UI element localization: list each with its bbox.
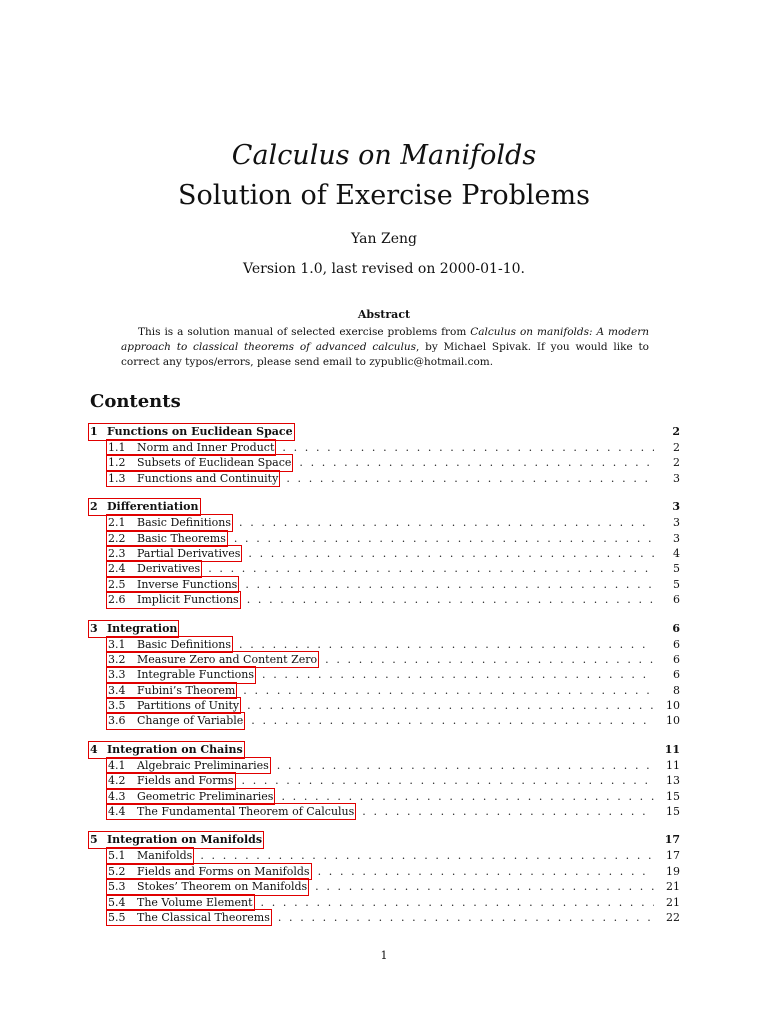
title-main: Solution of Exercise Problems [177, 180, 590, 211]
toc-subsection-row [90, 847, 680, 862]
toc-subsection-title: Inverse Functions [137, 577, 238, 591]
toc-subsection-row [90, 439, 680, 454]
toc-subsection-page: 21 [666, 880, 680, 894]
toc-subsection-title: Algebraic Preliminaries [137, 758, 269, 772]
toc-chapter [90, 620, 680, 728]
toc-section-row [90, 831, 680, 847]
dot-leader [202, 561, 654, 576]
toc-subsection-row [90, 514, 680, 529]
toc-subsection-number: 3.5 [108, 699, 126, 713]
dot-leader [312, 864, 654, 879]
toc-chapter [90, 741, 680, 819]
dot-leader [280, 471, 654, 486]
dot-leader [242, 546, 654, 561]
abstract-body [121, 325, 649, 370]
toc-subsection-row [90, 666, 680, 681]
toc-section-number: 1 [90, 425, 98, 438]
dot-leader [245, 713, 654, 728]
dot-leader [228, 531, 654, 546]
toc-subsection-number: 2.5 [108, 577, 126, 591]
toc-subsection-title: Fields and Forms on Manifolds [137, 864, 310, 878]
toc-subsection-title: Implicit Functions [137, 593, 239, 607]
toc-subsection-number: 1.3 [108, 471, 126, 485]
toc-subsection-row [90, 454, 680, 469]
toc-subsection-number: 2.1 [108, 516, 126, 530]
toc-subsection-page: 6 [673, 652, 680, 666]
toc-subsection-title: Subsets of Euclidean Space [137, 456, 292, 470]
toc-subsection-title: Basic Theorems [137, 531, 226, 545]
toc-subsection-page: 6 [673, 637, 680, 651]
dot-leader [293, 455, 654, 470]
toc-subsection-number: 3.6 [108, 714, 126, 728]
toc-subsection-title: Norm and Inner Product [137, 441, 275, 454]
toc-subsection-page: 3 [673, 516, 680, 530]
toc-section-page: 3 [672, 500, 680, 514]
toc-section-number: 2 [90, 500, 98, 514]
dot-leader [241, 698, 654, 713]
toc-subsection-number: 5.1 [108, 849, 126, 863]
toc-subsection-number: 1.2 [108, 456, 126, 470]
toc-subsection-number: 3.3 [108, 668, 126, 682]
toc-subsection-row [90, 863, 680, 878]
toc-subsection-title: Derivatives [137, 562, 201, 576]
toc-subsection-title: The Fundamental Theorem of Calculus [137, 805, 355, 819]
dot-leader [275, 789, 654, 804]
toc-section-title: Integration [107, 621, 178, 635]
dot-leader [271, 758, 654, 773]
toc-subsection-title: Basic Definitions [137, 637, 232, 651]
toc-subsection-link[interactable] [106, 803, 356, 820]
dot-leader [241, 592, 654, 607]
abstract-heading: Abstract [357, 308, 411, 321]
author: Yan Zeng [351, 231, 417, 247]
toc-section-number: 5 [90, 833, 98, 847]
toc-subsection-page: 13 [666, 774, 680, 788]
dot-leader [309, 879, 654, 894]
toc-subsection-title: Change of Variable [137, 714, 244, 728]
toc-subsection-row [90, 697, 680, 712]
toc-subsection-title: Partial Derivatives [137, 546, 241, 560]
dot-leader [255, 895, 654, 910]
toc-subsection-page: 17 [666, 849, 680, 863]
toc-subsection-number: 3.4 [108, 683, 126, 697]
toc-subsection-title: Measure Zero and Content Zero [137, 652, 318, 666]
toc-subsection-number: 3.2 [108, 652, 126, 666]
toc-subsection-number: 4.4 [108, 805, 126, 819]
toc-section-page: 17 [664, 833, 680, 847]
abstract-text-2: , by Michael Spivak. If you would like to correct any typos/errors, please send email to zypublic@hotmail.com. [121, 341, 649, 368]
dot-leader [239, 577, 654, 592]
toc-subsection-row [90, 651, 680, 666]
toc-subsection-number: 1.1 [108, 441, 126, 454]
toc-subsection-row [90, 803, 680, 818]
toc-section-row [90, 620, 680, 636]
toc-subsection-number: 4.1 [108, 758, 126, 772]
toc-section-row [90, 423, 680, 439]
toc-subsection-row [90, 757, 680, 772]
toc-section-title: Differentiation [107, 500, 199, 514]
toc-chapter [90, 831, 680, 924]
toc-subsection-row [90, 712, 680, 727]
toc-subsection-title: The Volume Element [137, 895, 253, 909]
dot-leader [194, 848, 654, 863]
toc-subsection-link[interactable] [106, 470, 280, 487]
toc-section-number: 4 [90, 742, 98, 756]
abstract-book-title: Calculus on manifolds: A modern approach to classical theorems of advanced calculus [121, 326, 649, 353]
toc-subsection-row [90, 530, 680, 545]
toc-subsection-page: 3 [673, 471, 680, 485]
page-number: 1 [380, 949, 388, 962]
toc-chapter [90, 498, 680, 606]
toc-subsection-link[interactable] [106, 591, 241, 608]
toc-section-title: Integration on Chains [107, 742, 243, 756]
toc-subsection-page: 15 [666, 805, 680, 819]
dot-leader [256, 667, 654, 682]
toc-chapter [90, 423, 680, 485]
toc-subsection-title: The Classical Theorems [137, 910, 270, 924]
toc-subsection-page: 21 [666, 895, 680, 909]
toc-section-page: 6 [672, 621, 680, 635]
toc-section-row [90, 498, 680, 514]
toc-subsection-row [90, 788, 680, 803]
toc-subsection-page: 3 [673, 531, 680, 545]
toc-subsection-row [90, 591, 680, 606]
dot-leader [356, 804, 654, 819]
toc-subsection-number: 2.6 [108, 593, 126, 607]
dot-leader [319, 652, 654, 667]
toc-section-row [90, 741, 680, 757]
toc-subsection-page: 5 [673, 577, 680, 591]
toc-subsection-page: 6 [673, 593, 680, 607]
toc-subsection-title: Functions and Continuity [137, 471, 279, 485]
dot-leader [272, 910, 654, 925]
toc-subsection-row [90, 878, 680, 893]
toc-subsection-title: Geometric Preliminaries [137, 789, 274, 803]
toc-subsection-page: 10 [666, 714, 680, 728]
contents-heading: Contents [90, 391, 181, 412]
toc-subsection-number: 5.5 [108, 910, 126, 924]
toc-subsection-row [90, 545, 680, 560]
toc-subsection-number: 2.2 [108, 531, 126, 545]
toc-subsection-link[interactable] [106, 909, 272, 926]
toc-section-title: Integration on Manifolds [107, 833, 263, 847]
toc-subsection-row [90, 636, 680, 651]
toc-subsection-page: 2 [673, 441, 680, 454]
toc-subsection-page: 5 [673, 562, 680, 576]
toc-subsection-row [90, 470, 680, 485]
toc-subsection-link[interactable] [106, 712, 245, 729]
toc-subsection-number: 5.2 [108, 864, 126, 878]
version-line: Version 1.0, last revised on 2000-01-10. [243, 261, 525, 277]
toc-subsection-page: 6 [673, 668, 680, 682]
toc-subsection-page: 2 [673, 456, 680, 470]
abstract-text-1: This is a solution manual of selected exercise problems from [138, 326, 471, 338]
toc-subsection-title: Basic Definitions [137, 516, 232, 530]
table-of-contents [90, 423, 680, 937]
toc-section-page: 11 [664, 742, 680, 756]
toc-section-number: 3 [90, 621, 98, 635]
toc-subsection-title: Fubini’s Theorem [137, 683, 236, 697]
toc-subsection-row [90, 894, 680, 909]
toc-subsection-title: Manifolds [137, 849, 193, 863]
toc-subsection-title: Partitions of Unity [137, 699, 240, 713]
toc-subsection-number: 4.2 [108, 774, 126, 788]
dot-leader [276, 440, 654, 455]
toc-subsection-row [90, 909, 680, 924]
toc-subsection-page: 22 [666, 910, 680, 924]
toc-subsection-row [90, 576, 680, 591]
toc-subsection-number: 4.3 [108, 789, 126, 803]
toc-subsection-number: 3.1 [108, 637, 126, 651]
toc-subsection-page: 11 [666, 758, 680, 772]
toc-subsection-row [90, 682, 680, 697]
dot-leader [237, 683, 654, 698]
toc-subsection-row [90, 560, 680, 575]
dot-leader [233, 515, 654, 530]
title-italic: Calculus on Manifolds [231, 140, 537, 171]
toc-subsection-page: 8 [673, 683, 680, 697]
toc-subsection-number: 5.3 [108, 880, 126, 894]
dot-leader [236, 773, 654, 788]
toc-subsection-page: 19 [666, 864, 680, 878]
toc-subsection-title: Integrable Functions [137, 668, 255, 682]
toc-subsection-page: 15 [666, 789, 680, 803]
toc-subsection-number: 2.3 [108, 546, 126, 560]
toc-subsection-title: Stokes’ Theorem on Manifolds [137, 880, 308, 894]
toc-subsection-title: Fields and Forms [137, 774, 234, 788]
toc-section-page: 2 [672, 425, 680, 438]
toc-subsection-number: 5.4 [108, 895, 126, 909]
toc-subsection-row [90, 772, 680, 787]
toc-subsection-page: 4 [673, 546, 680, 560]
toc-subsection-page: 10 [666, 699, 680, 713]
toc-section-title: Functions on Euclidean Space [107, 425, 293, 438]
dot-leader [233, 637, 654, 652]
toc-subsection-number: 2.4 [108, 562, 126, 576]
